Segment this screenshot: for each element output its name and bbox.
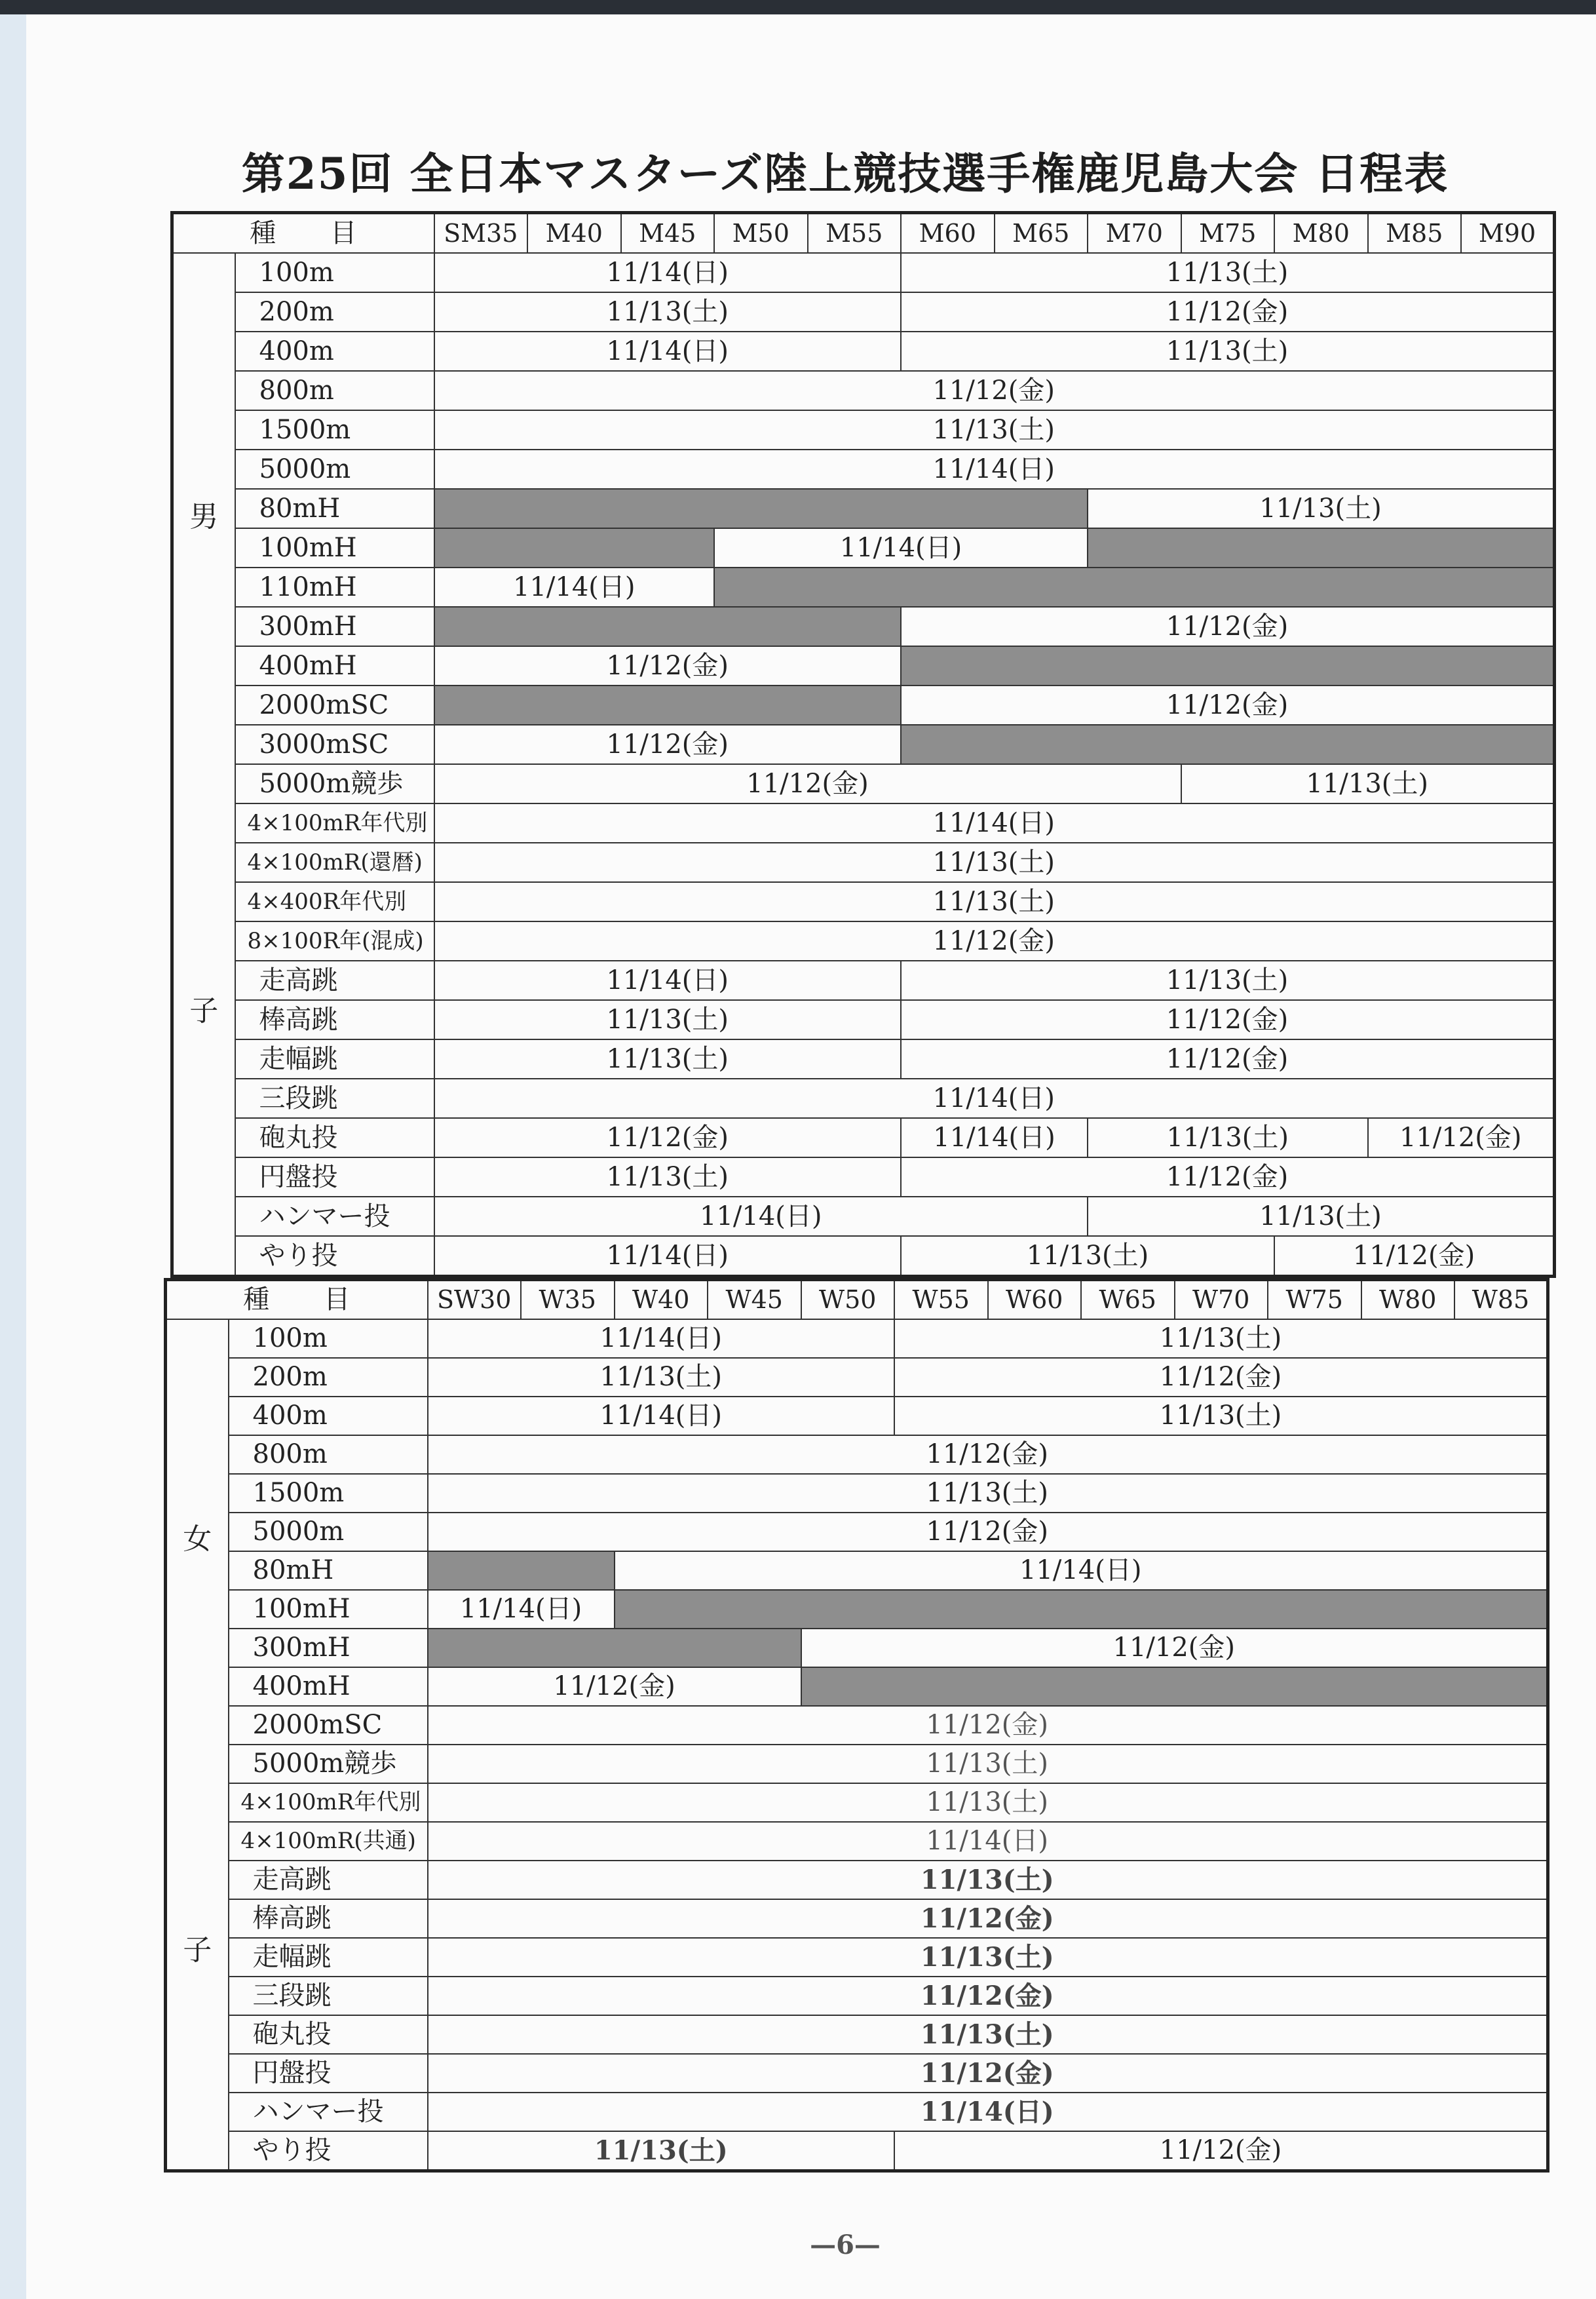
event-name: 5000m競歩 [235,764,434,803]
table-row [172,1197,1555,1236]
date-cell: 11/12(金) [1368,1118,1555,1157]
date-cell: 11/12(金) [428,1899,1548,1938]
date-cell: 11/12(金) [434,725,902,764]
event-name: 4×100mR年代別 [229,1783,428,1822]
table-row [172,1079,1555,1118]
date-cell: 11/14(日) [434,253,902,292]
event-name: やり投 [229,2131,428,2171]
event-name: 砲丸投 [235,1118,434,1157]
date-cell: 11/13(土) [901,961,1555,1000]
date-cell: 11/12(金) [901,1039,1555,1079]
event-name: 100mH [229,1590,428,1629]
table-row [166,1474,1548,1513]
event-header-label: 種 目 [166,1280,428,1320]
date-cell: 11/12(金) [428,1667,801,1706]
date-cell: 11/13(土) [434,843,1555,882]
table-row [166,2015,1548,2054]
table-row [172,410,1555,450]
table-row [172,1157,1555,1197]
table-row [172,803,1555,843]
event-name: 3000mSC [235,725,434,764]
date-cell: 11/14(日) [428,1590,615,1629]
date-cell: 11/14(日) [434,1236,902,1277]
sex-char: 女 [183,1522,212,1556]
sex-label [166,1319,229,2171]
date-cell: 11/13(土) [428,2131,895,2171]
date-cell: 11/13(土) [1181,764,1555,803]
event-name: 走高跳 [229,1861,428,1899]
date-cell: 11/12(金) [1274,1236,1555,1277]
table-row [172,489,1555,528]
table-row [172,253,1555,292]
date-cell: 11/12(金) [428,1513,1548,1551]
event-name: 4×400R年代別 [235,882,434,921]
date-cell: 11/12(金) [434,921,1555,961]
table-row [172,921,1555,961]
table-row [166,1977,1548,2015]
event-name: 1500m [235,410,434,450]
date-cell: 11/14(日) [434,961,902,1000]
event-name: 1500m [229,1474,428,1513]
not-held-cell [901,646,1555,686]
date-cell: 11/13(土) [428,1745,1548,1783]
table-row [166,1667,1548,1706]
event-name: 400mH [229,1667,428,1706]
table-row [172,1118,1555,1157]
date-cell: 11/13(土) [428,2015,1548,2054]
event-name: 400m [235,332,434,371]
age-group-header: W50 [801,1280,895,1320]
date-cell: 11/14(日) [615,1551,1548,1590]
date-cell: 11/12(金) [801,1629,1548,1667]
date-cell: 11/12(金) [428,2054,1548,2093]
date-cell: 11/13(土) [434,1157,902,1197]
event-name: 400m [229,1397,428,1435]
date-cell: 11/12(金) [901,292,1555,332]
date-cell: 11/14(日) [428,2093,1548,2131]
table-row [166,1435,1548,1474]
event-name: 2000mSC [229,1706,428,1745]
date-cell: 11/14(日) [434,803,1555,843]
event-name: 三段跳 [235,1079,434,1118]
scan-edge [0,0,1596,14]
date-cell: 11/14(日) [428,1319,895,1358]
date-cell: 11/13(土) [901,332,1555,371]
not-held-cell [434,489,1088,528]
date-cell: 11/12(金) [434,764,1181,803]
date-cell: 11/13(土) [1088,1118,1368,1157]
event-name: 砲丸投 [229,2015,428,2054]
event-name: 200m [235,292,434,332]
date-cell: 11/12(金) [434,646,902,686]
event-name: 200m [229,1358,428,1397]
age-group-header: M40 [527,213,621,254]
event-name: 三段跳 [229,1977,428,2015]
age-group-header: W45 [708,1280,801,1320]
event-name: 300mH [229,1629,428,1667]
event-name: 4×100mR(共通) [229,1822,428,1861]
sex-label [172,253,235,1277]
age-group-header: W60 [988,1280,1082,1320]
date-cell: 11/12(金) [428,1977,1548,2015]
women-schedule-table [164,1278,1549,2173]
table-row [172,686,1555,725]
age-group-header: SW30 [428,1280,522,1320]
not-held-cell [434,607,902,646]
event-name: ハンマー投 [229,2093,428,2131]
date-cell: 11/13(土) [428,1938,1548,1977]
not-held-cell [1088,528,1555,568]
table-row [172,332,1555,371]
table-row [166,1706,1548,1745]
age-group-header: W55 [894,1280,988,1320]
event-name: 5000m [229,1513,428,1551]
event-name: 走幅跳 [235,1039,434,1079]
event-name: 300mH [235,607,434,646]
table-row [166,1319,1548,1358]
event-name: 棒高跳 [229,1899,428,1938]
date-cell: 11/14(日) [434,568,715,607]
event-name: 800m [235,371,434,410]
table-row [172,371,1555,410]
document-page [26,14,1596,2299]
age-group-header: W75 [1268,1280,1361,1320]
table-row [166,2093,1548,2131]
date-cell: 11/12(金) [434,371,1555,410]
event-name: 円盤投 [235,1157,434,1197]
event-name: 80mH [229,1551,428,1590]
event-name: やり投 [235,1236,434,1277]
event-name: 4×100mR(還暦) [235,843,434,882]
table-row [166,1590,1548,1629]
table-row [166,1397,1548,1435]
date-cell: 11/12(金) [428,1435,1548,1474]
event-name: 110mH [235,568,434,607]
date-cell: 11/13(土) [428,1861,1548,1899]
table-row [166,1783,1548,1822]
date-cell: 11/13(土) [901,1236,1274,1277]
date-cell: 11/12(金) [894,1358,1548,1397]
table-row [172,646,1555,686]
table-row [172,450,1555,489]
age-group-header: M60 [901,213,995,254]
table-row [166,1513,1548,1551]
not-held-cell [615,1590,1548,1629]
scan-edge [0,14,26,2299]
event-name: 100m [229,1319,428,1358]
date-cell: 11/13(土) [894,1319,1548,1358]
age-group-header: W65 [1081,1280,1175,1320]
date-cell: 11/12(金) [901,607,1555,646]
table-row [172,764,1555,803]
age-group-header: M75 [1181,213,1275,254]
date-cell: 11/13(土) [434,882,1555,921]
date-cell: 11/14(日) [714,528,1088,568]
age-group-header: M85 [1368,213,1462,254]
event-name: 5000m競歩 [229,1745,428,1783]
age-group-header: M80 [1274,213,1368,254]
event-name: 走高跳 [235,961,434,1000]
not-held-cell [714,568,1555,607]
table-row [172,725,1555,764]
date-cell: 11/14(日) [434,450,1555,489]
age-group-header: M70 [1088,213,1181,254]
age-group-header: M65 [995,213,1088,254]
table-row [166,2131,1548,2171]
page-title: 第25回 全日本マスターズ陸上競技選手権鹿児島大会 日程表 [241,148,1449,199]
table-row [166,1551,1548,1590]
not-held-cell [428,1551,615,1590]
table-row [172,961,1555,1000]
age-group-header: W35 [521,1280,615,1320]
event-name: 400mH [235,646,434,686]
table-row [172,607,1555,646]
event-name: 100m [235,253,434,292]
date-cell: 11/13(土) [434,1039,902,1079]
age-group-header: W80 [1361,1280,1455,1320]
event-name: 800m [229,1435,428,1474]
not-held-cell [901,725,1555,764]
age-group-header: M90 [1461,213,1555,254]
event-name: 棒高跳 [235,1000,434,1039]
date-cell: 11/13(土) [434,1000,902,1039]
age-group-header: M45 [621,213,715,254]
date-cell: 11/14(日) [434,1197,1088,1236]
sex-char: 男 [189,500,219,533]
men-schedule-table [170,211,1556,1278]
table-row [166,1629,1548,1667]
table-row [166,1899,1548,1938]
table-row [166,1358,1548,1397]
event-header-label: 種 目 [172,213,434,254]
not-held-cell [428,1629,801,1667]
table-row [172,528,1555,568]
date-cell: 11/14(日) [434,1079,1555,1118]
table-row [172,568,1555,607]
age-group-header: SM35 [434,213,528,254]
table-row [172,292,1555,332]
date-cell: 11/13(土) [428,1783,1548,1822]
date-cell: 11/14(日) [434,332,902,371]
table-row [172,1039,1555,1079]
age-group-header: W40 [615,1280,708,1320]
event-name: 80mH [235,489,434,528]
header-row [166,1280,1548,1320]
date-cell: 11/13(土) [428,1474,1548,1513]
event-name: 円盤投 [229,2054,428,2093]
table-row [172,843,1555,882]
table-row [172,882,1555,921]
date-cell: 11/13(土) [1088,489,1555,528]
not-held-cell [434,528,715,568]
event-name: 8×100R年(混成) [235,921,434,961]
sex-char: 子 [183,1933,212,1967]
not-held-cell [801,1667,1548,1706]
event-name: 100mH [235,528,434,568]
age-group-header: M55 [808,213,902,254]
date-cell: 11/13(土) [434,410,1555,450]
table-row [172,1000,1555,1039]
date-cell: 11/13(土) [428,1358,895,1397]
date-cell: 11/14(日) [428,1822,1548,1861]
date-cell: 11/12(金) [901,1000,1555,1039]
table-row [166,1938,1548,1977]
event-name: 5000m [235,450,434,489]
not-held-cell [434,686,902,725]
table-row [166,1745,1548,1783]
date-cell: 11/12(金) [894,2131,1548,2171]
date-cell: 11/14(日) [428,1397,895,1435]
age-group-header: W85 [1454,1280,1548,1320]
event-name: 2000mSC [235,686,434,725]
table-row [172,1236,1555,1277]
date-cell: 11/12(金) [434,1118,902,1157]
header-row [172,213,1555,254]
event-name: ハンマー投 [235,1197,434,1236]
date-cell: 11/12(金) [901,1157,1555,1197]
date-cell: 11/12(金) [428,1706,1548,1745]
table-row [166,1861,1548,1899]
date-cell: 11/12(金) [901,686,1555,725]
date-cell: 11/13(土) [1088,1197,1555,1236]
table-row [166,2054,1548,2093]
event-name: 4×100mR年代別 [235,803,434,843]
date-cell: 11/14(日) [901,1118,1088,1157]
event-name: 走幅跳 [229,1938,428,1977]
page-number: —6— [810,2230,881,2260]
age-group-header: W70 [1175,1280,1268,1320]
sex-char: 子 [189,994,219,1028]
date-cell: 11/13(土) [894,1397,1548,1435]
date-cell: 11/13(土) [434,292,902,332]
date-cell: 11/13(土) [901,253,1555,292]
age-group-header: M50 [714,213,808,254]
table-row [166,1822,1548,1861]
